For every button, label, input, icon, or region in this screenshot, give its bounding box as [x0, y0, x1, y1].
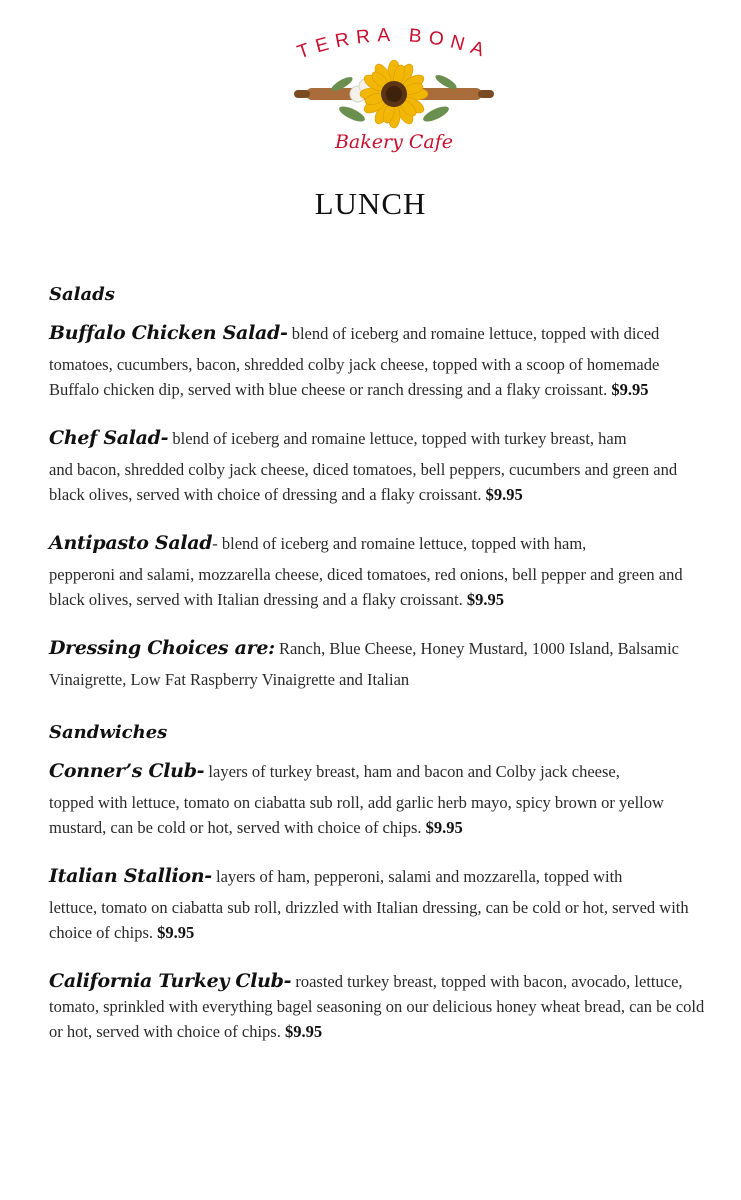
- menu-item-lead: [49, 531, 709, 556]
- menu-item: [49, 531, 709, 612]
- menu-item-description-lead: Ranch, Blue Cheese, Honey Mustard, 1000 Island, Balsamic: [274, 639, 679, 658]
- menu-item-price: $9.95: [466, 590, 505, 609]
- menu-item-name: Antipasto Salad: [49, 532, 213, 554]
- menu-item-name: Chef Salad-: [49, 427, 169, 449]
- menu-item: [49, 969, 709, 1044]
- menu-item-price: $9.95: [284, 1022, 323, 1041]
- menu-item-lead: [49, 321, 709, 346]
- menu-item-name: Italian Stallion-: [49, 865, 212, 887]
- menu-item-name: Buffalo Chicken Salad-: [49, 322, 288, 344]
- menu-item-description-lead: blend of iceberg and romaine lettuce, topped with diced: [287, 324, 660, 343]
- menu-item-lead: [49, 864, 709, 889]
- menu-item-lead: [49, 636, 709, 661]
- menu-item: [49, 426, 709, 507]
- menu-item-description: Vinaigrette, Low Fat Raspberry Vinaigrette and Italian: [49, 670, 410, 689]
- menu-item: [49, 321, 709, 402]
- menu-item: [49, 864, 709, 945]
- menu-item-name: California Turkey Club-: [49, 970, 292, 992]
- menu-item-price: $9.95: [611, 380, 649, 399]
- menu-item-description: lettuce, tomato on ciabatta sub roll, drizzled with Italian dressing, can be cold or hot, served with choice of chips.: [49, 898, 689, 942]
- menu-item-description: topped with lettuce, tomato on ciabatta sub roll, add garlic herb mayo, spicy brown or yellow mustard, can be cold or hot, served with choice of chips.: [49, 793, 664, 837]
- menu-item-description: lettuce, tomato, sprinkled with everything bagel seasoning on our delicious honey wheat bread, can be cold or hot, served with choice of chips.: [49, 972, 705, 1041]
- menu-item-description: tomatoes, cucumbers, bacon, shredded colby jack cheese, topped with a scoop of homemade Buffalo chicken dip, served with blue cheese or ranch dressing and a flaky croissant.: [49, 355, 660, 399]
- menu-item-lead: [49, 426, 709, 451]
- section-heading-sandwiches: Sandwiches: [49, 722, 168, 743]
- menu-item-description-lead: layers of turkey breast, ham and bacon and Colby jack cheese,: [204, 762, 620, 781]
- logo-arc-text: TERRA BONA: [294, 24, 494, 64]
- menu-item-name: Conner’s Club-: [49, 760, 205, 782]
- menu-item-description: pepperoni and salami, mozzarella cheese, diced tomatoes, red onions, bell pepper and green and black olives, served with Italian dressing and a flaky croissant.: [49, 565, 683, 609]
- menu-item-name: Dressing Choices are:: [49, 637, 275, 659]
- menu-item-price: $9.95: [157, 923, 195, 942]
- menu-content: [49, 284, 709, 1044]
- menu-item-lead: [49, 759, 709, 784]
- page-title: LUNCH: [314, 186, 427, 221]
- menu-item-description-lead: blend of iceberg and romaine lettuce, topped with turkey breast, ham: [168, 429, 627, 448]
- sunflower-icon: [360, 60, 428, 128]
- section-heading-salads: Salads: [49, 284, 115, 305]
- menu-item-price: $9.95: [425, 818, 463, 837]
- menu-item-description-lead: layers of ham, pepperoni, salami and mozzarella, topped with: [211, 867, 623, 886]
- menu-item-description-lead: roasted turkey breast, topped with bacon, avocado,: [291, 972, 631, 991]
- sunflower-rolling-pin-logo: [266, 22, 522, 174]
- menu-item: [49, 636, 709, 692]
- menu-item-description-lead: - blend of iceberg and romaine lettuce, topped with ham,: [212, 534, 587, 553]
- menu-item-description: and bacon, shredded colby jack cheese, diced tomatoes, bell peppers, cucumbers and green and black olives, served with choice of dressing and a flaky croissant.: [49, 460, 678, 504]
- menu-item-price: $9.95: [485, 485, 523, 504]
- menu-item: [49, 759, 709, 840]
- logo-subtitle: Bakery Cafe: [334, 131, 454, 153]
- logo: [266, 22, 522, 174]
